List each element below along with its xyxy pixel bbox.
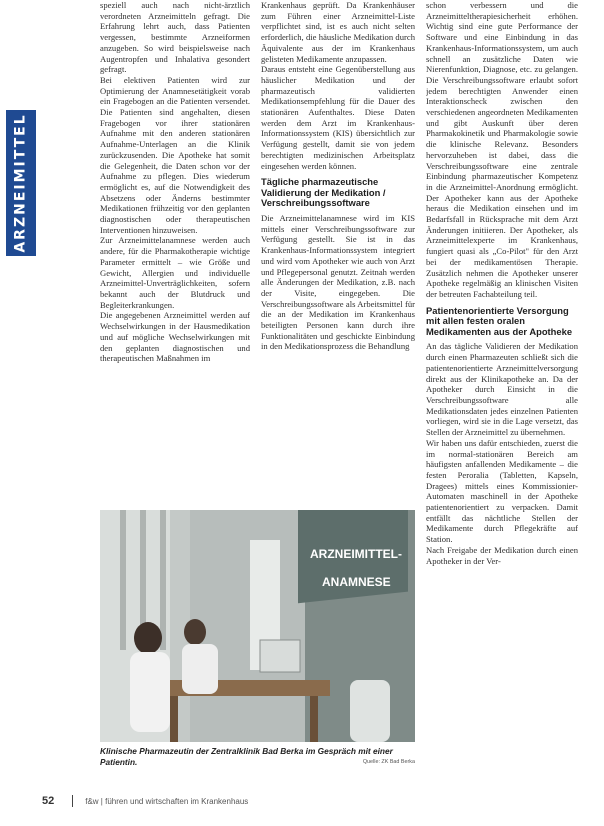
- section-heading: Tägliche pharmazeutische Validierung der Medikation / Verschreibungssoftware: [261, 176, 386, 209]
- sign-text-2: ANAMNESE: [322, 575, 391, 589]
- paragraph: schon verbessern und die Arzneimitteltherapiesicherheit erhöhen. Wichtig sind eine gute Performance der Software und eine Einbindung in das Krankenhaus-Informationssystem, um auch schnell an zusätzliche Daten wie Nierenfunktion, Diagnose, etc. zu gelangen. Die Verschreibungssoftware erlaubt sofort jedem berechtigten Anwender einen Interaktionscheck zwischen den verschiedenen angeordneten Medikamenten und gibt Auskunft über deren Pharmakokinetik und Pharmakologie sowie die klinische Relevanz. Besonders hervorzuheben ist dabei, dass die Verschreibungssoftware eine zentrale Einbindung pharmazeutischer Kompetenz in die Arzneimittel-Anordnung ermöglicht. Der Apotheker kann aus der Apotheke heraus die Medikation einsehen und im Bedarfsfall in Rücksprache mit dem Arzt Änderungen initiieren. Der Apotheker, als Arzneimittelexperte im Krankenhaus, fungiert quasi als „Co-Pilot" für den Arzt bei der medikamentösen Therapie. Zusätzlich nehmen die Apotheker unserer Apotheke regelmäßig an klinischen Visiten der betreuten Fachabteilung teil.: [426, 0, 578, 299]
- photo-caption: Klinische Pharmazeutin der Zentralklinik Bad Berka im Gespräch mit einer Patientin.: [100, 746, 393, 767]
- text-column-3: [426, 0, 578, 770]
- paragraph: Die Arzneimittelanamnese wird im KIS mittels einer Verschreibungssoftware zur Verfügung gestellt. Sie ist in das Krankenhaus-Informationssystem integriert und wird vom Apotheker wie auch von Arzt und Pflegepersonal genutzt. Zeitnah werden alle Änderungen der Medikation, z.B. nach der Visite, eingegeben. Die Verschreibungssoftware als Arbeitsmittel für die an der Medikation im Krankenhaus beteiligten Personen kann durch ihre Funktionalitäten und geschickte Einbindung in den Medikationsprozess die Behandlung: [261, 213, 415, 352]
- text-column-2: [261, 0, 415, 480]
- section-tab-label: ARZNEIMITTEL: [13, 113, 29, 253]
- paragraph: speziell auch nach nicht-ärztlich verordneten Arzneimitteln gefragt. Die Erfahrung lehrt auch, dass Patienten vergessen, bestimmte Arzneiformen anzugeben. So wird beispielsweise nach Augentropfen und Inhalativa gesondert gefragt.: [100, 0, 250, 75]
- paragraph: An das tägliche Validieren der Medikation durch einen Pharmazeuten schließt sich die patientenorientierte Arzneimittelversorgung direkt aus der Klinikapotheke an. Da der Apotheker durch Einsicht in die Verschreibungssoftware alle Medikationsdaten jedes einzelnen Patienten vorliegen, wird sie in die Lage versetzt, das Stellen der Arzneimittel zu übernehmen.: [426, 341, 578, 438]
- paragraph: Wir haben uns dafür entschieden, zuerst die im normal-stationären Bereich am häufigsten anfallenden Medikamente – die festen Peroralia (Tabletten, Kapseln, Dragees) mittels eines Kommissionier-Automaten maschinell in der Apotheke patientenorientiert zu verpacken. Damit entfällt das nächtliche Stellen der Medikamente durch Pflegekräfte auf Station.: [426, 437, 578, 545]
- text-column-1: [100, 0, 250, 468]
- page-number: 52: [42, 795, 55, 807]
- photo-illustration: [100, 510, 415, 742]
- footer-divider: [72, 795, 73, 807]
- paragraph: Nach Freigabe der Medikation durch einen Apotheker in der Ver-: [426, 544, 578, 566]
- journal-name: f&w | führen und wirtschaften im Krankenhaus: [85, 796, 249, 806]
- section-tab: [6, 110, 36, 256]
- paragraph: Krankenhaus geprüft. Da Krankenhäuser zum Führen einer Arzneimittel-Liste verpflichtet sind, ist es auch nicht selten erforderlich, die häusliche Medikation durch Äquivalente aus der im Krankenhaus gelisteten Medikamente anzupassen.: [261, 0, 415, 64]
- paragraph: Daraus entsteht eine Gegenüberstellung aus häuslicher Medikation und der pharmazeutisch validierten Medikationsempfehlung für die Dauer des stationären Aufenthaltes. Diese Daten werden dem Arzt im Krankenhaus-Informationssystem (KIS) übersichtlich zur Verfügung gestellt, damit sie von jedem berechtigten medizinischen Arbeitsplatz eingesehen werden können.: [261, 64, 415, 171]
- photo-credit: Quelle: ZK Bad Berka: [362, 759, 415, 765]
- paragraph: Die angegebenen Arzneimittel werden auf Wechselwirkungen in der Hausmedikation und auf mögliche Wechselwirkungen mit den geplanten diagnostischen und therapeutischen Maßnahmen im: [100, 310, 250, 364]
- page-footer: [42, 795, 248, 807]
- article-photo: [100, 510, 415, 742]
- paragraph: Bei elektiven Patienten wird zur Optimierung der Anamnesetätigkeit vorab ein Fragebogen an die Patienten versendet. Die Patienten sind angehalten, diesen Fragebogen vor ihrer stationären Aufnahme mit den anderen stationären Aufnahme-Unterlagen an die Klinik zurückzusenden. Die Apotheke hat somit die Gelegenheit, die Daten schon vor der Aufnahme zu pflegen. Dies wiederum ermöglicht es, auf die Notwendigkeit des Absetzens oder Änderns bestimmter Medikationen frühzeitig vor den geplanten diagnostischen oder therapeutischen Interventionen hinzuweisen.: [100, 74, 250, 235]
- sign-text-1: ARZNEIMITTEL-: [310, 547, 402, 561]
- section-heading: Patientenorientierte Versorgung mit allen festen oralen Medikamenten aus der Apotheke: [426, 304, 573, 337]
- paragraph: Zur Arzneimittelanamnese werden auch andere, für die Pharmakotherapie wichtige Parameter ermittelt – wie Größe und Gewicht, Allergien und individuelle Arzneimittel-Unverträglichkeiten, sofern bekannt auch der Blutdruck und Begleiterkrankungen.: [100, 235, 250, 310]
